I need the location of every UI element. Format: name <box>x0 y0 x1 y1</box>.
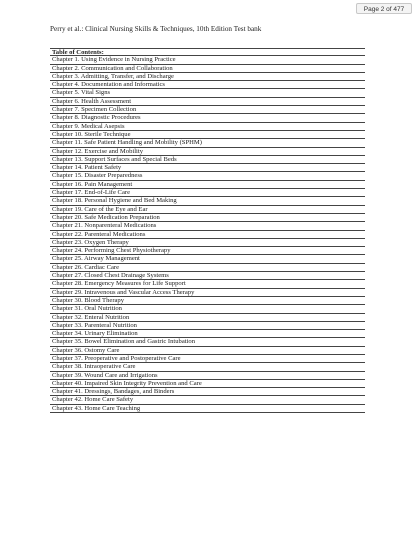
toc-chapter-row: Chapter 23. Oxygen Therapy <box>50 239 365 247</box>
toc-chapter-row: Chapter 3. Admitting, Transfer, and Discharge <box>50 73 365 81</box>
toc-chapter-row: Chapter 12. Exercise and Mobility <box>50 148 365 156</box>
toc-chapter-row: Chapter 25. Airway Management <box>50 255 365 263</box>
toc-chapter-row: Chapter 8. Diagnostic Procedures <box>50 114 365 122</box>
toc-chapter-row: Chapter 27. Closed Chest Drainage Systems <box>50 272 365 280</box>
toc-chapter-row: Chapter 28. Emergency Measures for Life Support <box>50 280 365 288</box>
toc-heading: Table of Contents: <box>50 48 365 56</box>
toc-chapter-row: Chapter 36. Ostomy Care <box>50 347 365 355</box>
toc-chapter-row: Chapter 32. Enteral Nutrition <box>50 314 365 322</box>
toc-chapter-row: Chapter 16. Pain Management <box>50 181 365 189</box>
toc-chapter-row: Chapter 11. Safe Patient Handling and Mobility (SPHM) <box>50 139 365 147</box>
toc-chapter-list <box>50 56 365 413</box>
toc-chapter-row: Chapter 2. Communication and Collaboration <box>50 65 365 73</box>
toc-chapter-row: Chapter 22. Parenteral Medications <box>50 231 365 239</box>
toc-chapter-row: Chapter 26. Cardiac Care <box>50 264 365 272</box>
toc-chapter-row: Chapter 17. End-of-Life Care <box>50 189 365 197</box>
toc-chapter-row: Chapter 30. Blood Therapy <box>50 297 365 305</box>
toc-chapter-row: Chapter 15. Disaster Preparedness <box>50 172 365 180</box>
toc-chapter-row: Chapter 43. Home Care Teaching <box>50 405 365 413</box>
toc-chapter-row: Chapter 31. Oral Nutrition <box>50 305 365 313</box>
toc-chapter-row: Chapter 35. Bowel Elimination and Gastric Intubation <box>50 338 365 346</box>
toc-chapter-row: Chapter 14. Patient Safety <box>50 164 365 172</box>
toc-chapter-row: Chapter 13. Support Surfaces and Special Beds <box>50 156 365 164</box>
toc-chapter-row: Chapter 20. Safe Medication Preparation <box>50 214 365 222</box>
toc-chapter-row: Chapter 42. Home Care Safety <box>50 396 365 404</box>
toc-chapter-row: Chapter 10. Sterile Technique <box>50 131 365 139</box>
toc-chapter-row: Chapter 7. Specimen Collection <box>50 106 365 114</box>
toc-chapter-row: Chapter 9. Medical Asepsis <box>50 123 365 131</box>
toc-chapter-row: Chapter 6. Health Assessment <box>50 98 365 106</box>
toc-chapter-row: Chapter 34. Urinary Elimination <box>50 330 365 338</box>
toc-chapter-row: Chapter 33. Parenteral Nutrition <box>50 322 365 330</box>
page-number-indicator[interactable]: Page 2 of 477 <box>356 3 412 14</box>
toc-chapter-row: Chapter 37. Preoperative and Postoperative Care <box>50 355 365 363</box>
table-of-contents <box>50 48 365 413</box>
toc-chapter-row: Chapter 39. Wound Care and Irrigations <box>50 372 365 380</box>
toc-chapter-row: Chapter 38. Intraoperative Care <box>50 363 365 371</box>
document-header-title: Perry et al.: Clinical Nursing Skills & Techniques, 10th Edition Test bank <box>50 25 262 33</box>
toc-chapter-row: Chapter 24. Performing Chest Physiotherapy <box>50 247 365 255</box>
toc-chapter-row: Chapter 1. Using Evidence in Nursing Practice <box>50 56 365 64</box>
toc-chapter-row: Chapter 21. Nonparenteral Medications <box>50 222 365 230</box>
toc-chapter-row: Chapter 5. Vital Signs <box>50 89 365 97</box>
toc-chapter-row: Chapter 41. Dressings, Bandages, and Binders <box>50 388 365 396</box>
toc-chapter-row: Chapter 4. Documentation and Informatics <box>50 81 365 89</box>
toc-chapter-row: Chapter 18. Personal Hygiene and Bed Making <box>50 197 365 205</box>
toc-chapter-row: Chapter 40. Impaired Skin Integrity Prevention and Care <box>50 380 365 388</box>
toc-chapter-row: Chapter 29. Intravenous and Vascular Access Therapy <box>50 289 365 297</box>
toc-chapter-row: Chapter 19. Care of the Eye and Ear <box>50 206 365 214</box>
